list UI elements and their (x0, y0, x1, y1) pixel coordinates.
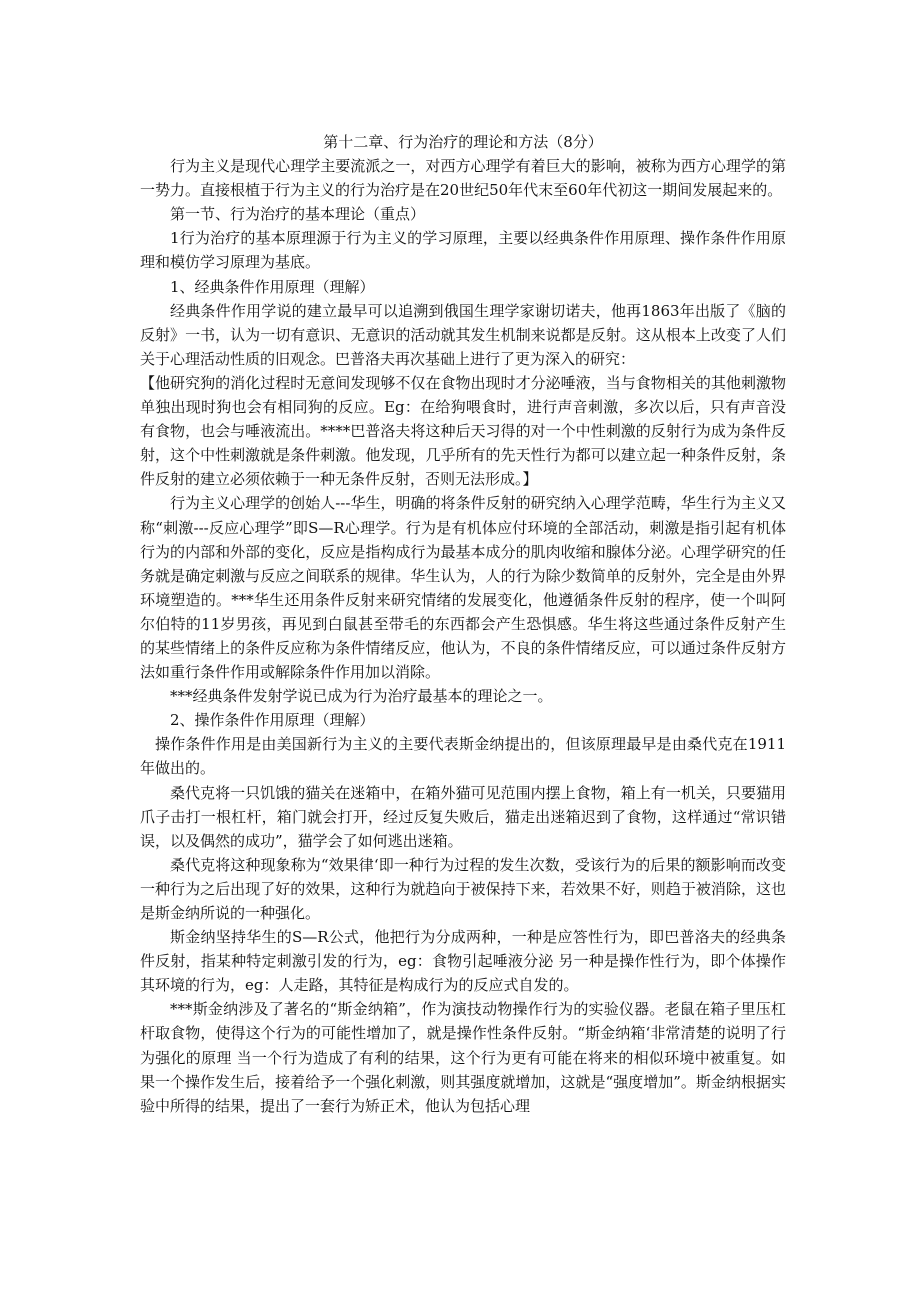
paragraph: 经典条件作用学说的建立最早可以追溯到俄国生理学家谢切诺夫，他再1863年出版了《脑的反射》一书，认为一切有意识、无意识的活动就其发生机制来说都是反射。这从根本上改变了人们关于心理活动性质的旧观念。巴普洛夫再次基础上进行了更为深入的研究： (140, 301, 786, 368)
paragraph: ***经典条件发射学说已成为行为治疗最基本的理论之一。 (170, 687, 553, 706)
bracketed-paragraph: 【他研究狗的消化过程时无意间发现够不仅在食物出现时才分泌唾液，当与食物相关的其他刺激物单独出现时狗也会有相同狗的反应。Eg：在给狗喂食时，进行声音刺激，多次以后，只有声音没有食物，也会与唾液流出。****巴普洛夫将这种后天习得的对一个中性刺激的反射行为成为条件反射，这个中性刺激就是条件刺激。他发现，几乎所有的先天性行为都可以建立起一种条件反射，条件反射的建立必须依赖于一种无条件反射，否则无法形成。】 (140, 373, 786, 489)
paragraph: 行为主义是现代心理学主要流派之一，对西方心理学有着巨大的影响，被称为西方心理学的第一势力。直接根植于行为主义的行为治疗是在20世纪50年代末至60年代初这一期间发展起来的。 (140, 157, 786, 200)
document-page (140, 130, 786, 1118)
paragraph: 桑代克将这种现象称为“效果律‘即一种行为过程的发生次数，受该行为的后果的额影响而改变 一种行为之后出现了好的效果，这种行为就趋向于被保持下来，若效果不好，则趋于被消除，这也是斯金纳所说的一种强化。 (140, 855, 786, 922)
paragraph: 1行为治疗的基本原理源于行为主义的学习原理，主要以经典条件作用原理、操作条件作用原理和模仿学习原理为基底。 (140, 229, 786, 272)
subsection-heading: 2、操作条件作用原理（理解） (170, 711, 375, 730)
chapter-title: 第十二章、行为治疗的理论和方法（8分） (323, 133, 603, 151)
paragraph: 桑代克将一只饥饿的猫关在迷箱中，在箱外猫可见范围内摆上食物，箱上有一机关，只要猫用爪子击打一根杠杆，箱门就会打开，经过反复失败后，猫走出迷箱迟到了食物，这样通过“常识错误，以及偶然的成功”，猫学会了如何逃出迷箱。 (140, 783, 786, 850)
paragraph: 行为主义心理学的创始人---华生，明确的将条件反射的研究纳入心理学范畴，华生行为主义又称“刺激---反应心理学”即S—R心理学。行为是有机体应付环境的全部活动，刺激是指引起有机体行为的内部和外部的变化，反应是指构成行为最基本成分的肌肉收缩和腺体分泌。心理学研究的任务就是确定刺激与反应之间联系的规律。华生认为，人的行为除少数简单的反射外，完全是由外界环境塑造的。***华生还用条件反射来研究情绪的发展变化，他遵循条件反射的程序，使一个叫阿尔伯特的11岁男孩，再见到白鼠甚至带毛的东西都会产生恐惧感。华生将这些通过条件反射产生的某些情绪上的条件反应称为条件情绪反应，他认为，不良的条件情绪反应，可以通过条件反射方法如重行条件作用或解除条件作用加以消除。 (140, 494, 786, 682)
subsection-heading: 1、经典条件作用原理（理解） (170, 277, 375, 296)
paragraph: 操作条件作用是由美国新行为主义的主要代表斯金纳提出的，但该原理最早是由桑代克在1911年做出的。 (140, 735, 786, 778)
paragraph: ***斯金纳涉及了著名的“斯金纳箱”，作为演技动物操作行为的实验仪器。老鼠在箱子里压杠杆取食物，使得这个行为的可能性增加了，就是操作性条件反射。“斯金纳箱‘非常清楚的说明了行为强化的原理 当一个行为造成了有利的结果，这个行为更有可能在将来的相似环境中被重复。如果一个操作发生后，接着给予一个强化刺激，则其强度就增加，这就是“强度增加”。斯金纳根据实验中所得的结果，提出了一套行为矫正术，他认为包括心理 (140, 1000, 786, 1115)
paragraph: 斯金纳坚持华生的S—R公式，他把行为分成两种，一种是应答性行为，即巴普洛夫的经典条件反射，指某种特定刺激引发的行为，eg：食物引起唾液分泌 另一种是操作性行为，即个体操作其环境的行为，eg：人走路，其特征是构成行为的反应式自发的。 (140, 928, 786, 995)
section-heading: 第一节、行为治疗的基本理论（重点） (170, 205, 426, 224)
